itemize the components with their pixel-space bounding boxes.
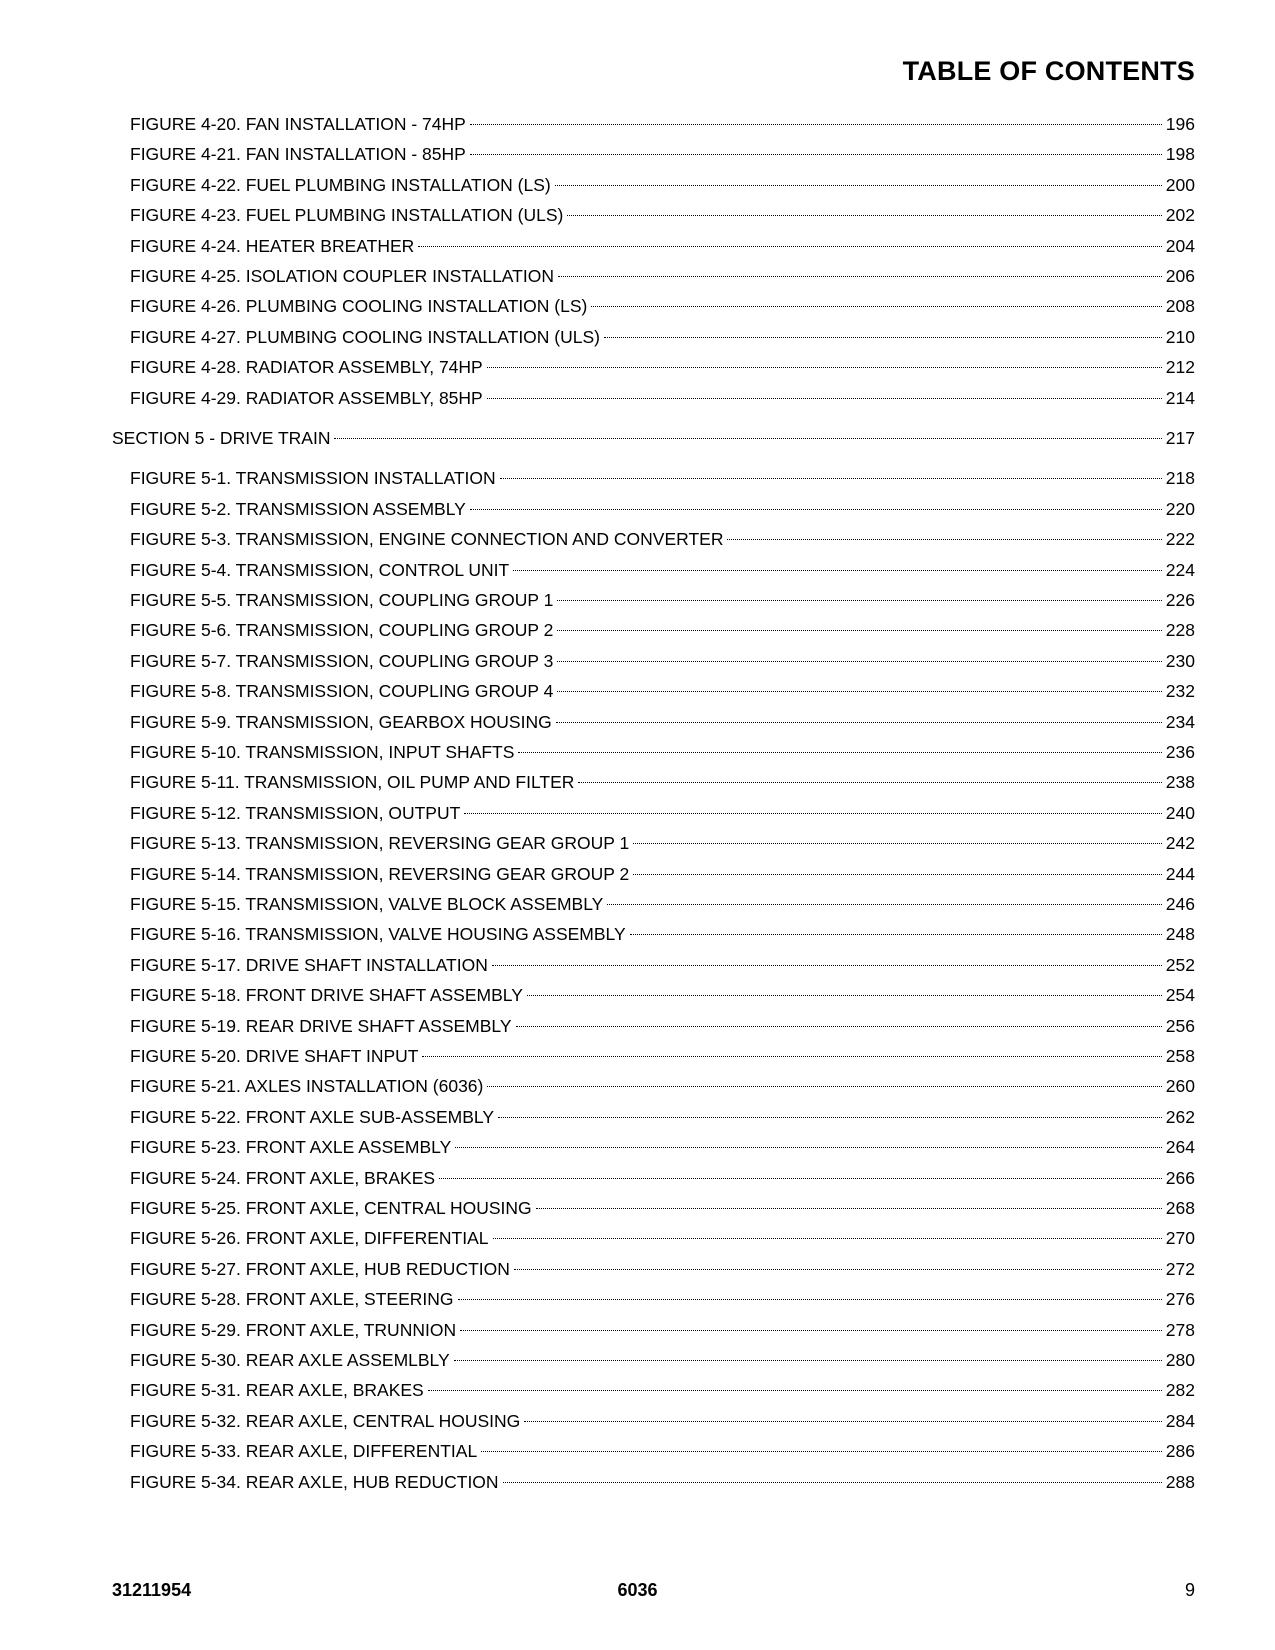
toc-entry-label: FIGURE 4-25. ISOLATION COUPLER INSTALLATION <box>130 266 554 286</box>
toc-entry-label: FIGURE 4-26. PLUMBING COOLING INSTALLATION (LS) <box>130 296 588 317</box>
toc-entry-label: FIGURE 5-27. FRONT AXLE, HUB REDUCTION <box>130 1258 510 1279</box>
toc-entry-label: FIGURE 5-18. FRONT DRIVE SHAFT ASSEMBLY <box>130 985 523 1006</box>
dot-leader <box>557 614 1161 636</box>
toc-entry-label: FIGURE 5-29. FRONT AXLE, TRUNNION <box>130 1319 457 1340</box>
toc-figure-entry[interactable] <box>130 888 1195 914</box>
toc-entry-page: 226 <box>1165 590 1195 610</box>
toc-entry-label: FIGURE 5-4. TRANSMISSION, CONTROL UNIT <box>130 559 510 580</box>
dot-leader <box>633 827 1162 849</box>
page-title: TABLE OF CONTENTS <box>902 56 1195 86</box>
toc-figure-entry[interactable] <box>130 1405 1195 1431</box>
dot-leader <box>503 1466 1162 1488</box>
toc-entry-page: 212 <box>1165 357 1195 378</box>
dot-leader <box>439 1162 1162 1184</box>
dot-leader <box>567 199 1161 221</box>
dot-leader <box>470 108 1162 130</box>
toc-figure-entry[interactable] <box>130 138 1195 165</box>
toc-entry-label: FIGURE 5-3. TRANSMISSION, ENGINE CONNECTION AND CONVERTER <box>130 529 724 550</box>
toc-entry-page: 238 <box>1165 772 1195 793</box>
toc-entry-label: FIGURE 4-29. RADIATOR ASSEMBLY, 85HP <box>130 387 483 408</box>
dot-leader <box>591 290 1161 312</box>
toc-figure-entry[interactable] <box>130 858 1195 884</box>
toc-entry-page: 288 <box>1165 1471 1195 1492</box>
dot-leader <box>527 979 1162 1001</box>
toc-entry-page: 270 <box>1165 1228 1195 1249</box>
dot-leader <box>557 584 1161 606</box>
toc-figure-entry[interactable] <box>130 554 1195 580</box>
footer-model: 6036 <box>617 1580 658 1600</box>
toc-figure-entry[interactable] <box>130 1253 1195 1279</box>
dot-leader <box>492 949 1162 971</box>
toc-entry-page: 272 <box>1165 1258 1195 1279</box>
toc-entry-label: FIGURE 5-22. FRONT AXLE SUB-ASSEMBLY <box>130 1106 495 1127</box>
toc-entry-label: FIGURE 5-1. TRANSMISSION INSTALLATION <box>130 468 496 489</box>
toc-figure-entry[interactable] <box>130 1101 1195 1127</box>
dot-leader <box>487 382 1162 404</box>
toc-figure-entry[interactable] <box>130 1131 1195 1158</box>
toc-figure-entry[interactable] <box>130 645 1195 671</box>
toc-entry-page: 258 <box>1165 1046 1195 1066</box>
dot-leader <box>578 766 1161 788</box>
toc-entry-label: FIGURE 5-17. DRIVE SHAFT INSTALLATION <box>130 954 488 975</box>
dot-leader <box>470 493 1162 515</box>
toc-entry-page: 268 <box>1165 1198 1195 1218</box>
dot-leader <box>470 138 1162 160</box>
dot-leader <box>418 230 1162 252</box>
toc-entry-label: FIGURE 5-33. REAR AXLE, DIFFERENTIAL <box>130 1441 478 1462</box>
toc-entry-label: FIGURE 4-23. FUEL PLUMBING INSTALLATION (ULS) <box>130 205 564 226</box>
dot-leader <box>524 1405 1162 1427</box>
toc-entry-page: 282 <box>1165 1380 1195 1401</box>
dot-leader <box>481 1435 1162 1457</box>
toc-figure-entry[interactable] <box>130 1466 1195 1492</box>
dot-leader <box>518 736 1161 758</box>
toc-entry-label: FIGURE 5-12. TRANSMISSION, OUTPUT <box>130 802 461 823</box>
toc-entry-label: FIGURE 5-32. REAR AXLE, CENTRAL HOUSING <box>130 1410 521 1431</box>
toc-entry-page: 218 <box>1165 468 1195 489</box>
toc-entry-page: 198 <box>1165 144 1195 165</box>
toc-figure-entry[interactable] <box>130 108 1195 134</box>
toc-figure-entry[interactable] <box>130 827 1195 854</box>
dot-leader <box>516 1010 1162 1032</box>
toc-figure-entry[interactable] <box>130 290 1195 317</box>
toc-entry-page: 246 <box>1165 894 1195 914</box>
toc-entry-label: FIGURE 5-24. FRONT AXLE, BRAKES <box>130 1167 436 1188</box>
toc-entry-page: 206 <box>1165 266 1195 286</box>
toc-entry-page: 240 <box>1165 802 1195 823</box>
toc-figure-entry[interactable] <box>130 1070 1195 1097</box>
toc-figure-entry[interactable] <box>130 1283 1195 1310</box>
toc-figure-entry[interactable] <box>130 1040 1195 1066</box>
toc-entry-label: FIGURE 5-16. TRANSMISSION, VALVE HOUSING ASSEMBLY <box>130 924 626 945</box>
dot-leader <box>460 1314 1162 1336</box>
toc-entry-page: 260 <box>1165 1076 1195 1097</box>
toc-entry-page: 220 <box>1165 498 1195 519</box>
toc-entry-page: 196 <box>1165 114 1195 134</box>
toc-figure-entry[interactable] <box>130 949 1195 975</box>
toc-figure-entry[interactable] <box>130 1162 1195 1188</box>
toc-entry-page: 204 <box>1165 235 1195 256</box>
dot-leader <box>556 706 1162 728</box>
toc-entry-label: FIGURE 5-10. TRANSMISSION, INPUT SHAFTS <box>130 742 515 762</box>
toc-entry-page: 284 <box>1165 1410 1195 1431</box>
toc-entry-page: 234 <box>1165 711 1195 732</box>
toc-entry-label: SECTION 5 - DRIVE TRAIN <box>112 428 331 448</box>
dot-leader <box>555 169 1162 191</box>
toc-figure-entry[interactable] <box>130 1344 1195 1370</box>
toc-entry-page: 242 <box>1165 833 1195 854</box>
dot-leader <box>607 888 1162 910</box>
toc-entry-label: FIGURE 5-15. TRANSMISSION, VALVE BLOCK ASSEMBLY <box>130 894 604 914</box>
footer-part-number: 31211954 <box>112 1580 192 1600</box>
toc-entry-label: FIGURE 5-30. REAR AXLE ASSEMLBLY <box>130 1350 450 1370</box>
toc-entry-label: FIGURE 4-28. RADIATOR ASSEMBLY, 74HP <box>130 357 483 378</box>
toc-figure-entry[interactable] <box>130 1192 1195 1218</box>
toc-entry-label: FIGURE 4-20. FAN INSTALLATION - 74HP <box>130 114 466 134</box>
toc-figure-entry[interactable] <box>130 462 1195 489</box>
toc-entry-label: FIGURE 5-19. REAR DRIVE SHAFT ASSEMBLY <box>130 1015 512 1036</box>
toc-entry-page: 278 <box>1165 1319 1195 1340</box>
toc-entry-label: FIGURE 5-28. FRONT AXLE, STEERING <box>130 1289 454 1310</box>
toc-figure-entry[interactable] <box>130 1374 1195 1401</box>
toc-entry-page: 222 <box>1165 529 1195 550</box>
toc-figure-entry[interactable] <box>130 706 1195 732</box>
dot-leader <box>454 1344 1162 1366</box>
toc-entry-page: 244 <box>1165 863 1195 884</box>
toc-entry-label: FIGURE 4-21. FAN INSTALLATION - 85HP <box>130 144 466 165</box>
dot-leader <box>500 462 1162 484</box>
toc-entry-label: FIGURE 5-11. TRANSMISSION, OIL PUMP AND FILTER <box>130 772 575 793</box>
toc-figure-entry[interactable] <box>130 382 1195 408</box>
toc-figure-entry[interactable] <box>130 979 1195 1006</box>
toc-entry-page: 202 <box>1165 205 1195 226</box>
toc-entry-label: FIGURE 5-6. TRANSMISSION, COUPLING GROUP 2 <box>130 620 554 641</box>
toc-figure-entry[interactable] <box>130 351 1195 378</box>
toc-figure-entry[interactable] <box>130 736 1195 762</box>
dot-leader <box>498 1101 1162 1123</box>
toc-figure-entry[interactable] <box>130 766 1195 793</box>
toc-entry-page: 266 <box>1165 1167 1195 1188</box>
toc-entry-label: FIGURE 5-2. TRANSMISSION ASSEMBLY <box>130 498 466 519</box>
toc-figure-entry[interactable] <box>130 918 1195 945</box>
toc-entry-label: FIGURE 5-31. REAR AXLE, BRAKES <box>130 1380 424 1401</box>
toc-figure-entry[interactable] <box>130 1010 1195 1036</box>
dot-leader <box>493 1222 1162 1244</box>
toc-figure-entry[interactable] <box>130 493 1195 519</box>
toc-figure-entry[interactable] <box>130 584 1195 610</box>
toc-entry-label: FIGURE 5-5. TRANSMISSION, COUPLING GROUP 1 <box>130 590 554 610</box>
toc-entry-page: 262 <box>1165 1106 1195 1127</box>
toc-figure-entry[interactable] <box>130 1435 1195 1462</box>
toc-entry-label: FIGURE 5-20. DRIVE SHAFT INPUT <box>130 1046 419 1066</box>
toc-entry-page: 214 <box>1165 387 1195 408</box>
toc-figure-entry[interactable] <box>130 614 1195 641</box>
toc-entry-page: 210 <box>1165 326 1195 347</box>
dot-leader <box>428 1374 1162 1396</box>
toc-figure-entry[interactable] <box>130 675 1195 702</box>
toc-entry-label: FIGURE 4-27. PLUMBING COOLING INSTALLATION (ULS) <box>130 326 600 347</box>
dot-leader <box>557 645 1161 667</box>
toc-figure-entry[interactable] <box>130 230 1195 256</box>
toc-figure-entry[interactable] <box>130 1314 1195 1340</box>
toc-entry-label: FIGURE 5-13. TRANSMISSION, REVERSING GEAR GROUP 1 <box>130 833 630 854</box>
toc-entry-page: 264 <box>1165 1137 1195 1158</box>
dot-leader <box>604 321 1162 343</box>
toc-entry-page: 280 <box>1165 1350 1195 1370</box>
dot-leader <box>536 1192 1162 1214</box>
dot-leader <box>455 1131 1162 1153</box>
toc-entry-page: 276 <box>1165 1289 1195 1310</box>
toc-entry-page: 232 <box>1165 681 1195 702</box>
toc-figure-entry[interactable] <box>130 260 1195 286</box>
toc-entry-label: FIGURE 4-24. HEATER BREATHER <box>130 235 415 256</box>
toc-entry-label: FIGURE 5-7. TRANSMISSION, COUPLING GROUP 3 <box>130 650 554 671</box>
dot-leader <box>487 1070 1161 1092</box>
dot-leader <box>727 523 1161 545</box>
toc-section-entry[interactable] <box>112 422 1195 448</box>
toc-entry-page: 256 <box>1165 1015 1195 1036</box>
footer-page-number: 9 <box>1184 1580 1195 1600</box>
dot-leader <box>487 351 1162 373</box>
toc-figure-entry[interactable] <box>130 199 1195 226</box>
toc-entry-label: FIGURE 5-14. TRANSMISSION, REVERSING GEAR GROUP 2 <box>130 863 630 884</box>
toc-entry-page: 286 <box>1165 1441 1195 1462</box>
dot-leader <box>464 797 1162 819</box>
dot-leader <box>630 918 1162 940</box>
dot-leader <box>513 554 1162 576</box>
dot-leader <box>633 858 1162 880</box>
toc-figure-entry[interactable] <box>130 169 1195 195</box>
dot-leader <box>558 260 1162 282</box>
toc-entry-page: 236 <box>1165 742 1195 762</box>
dot-leader <box>557 675 1161 697</box>
toc-entry-page: 200 <box>1165 174 1195 195</box>
toc-figure-entry[interactable] <box>130 321 1195 347</box>
toc-figure-entry[interactable] <box>130 1222 1195 1249</box>
toc-entry-page: 248 <box>1165 924 1195 945</box>
toc-figure-entry[interactable] <box>130 797 1195 823</box>
dot-leader <box>514 1253 1162 1275</box>
toc-entry-page: 224 <box>1165 559 1195 580</box>
dot-leader <box>458 1283 1162 1305</box>
dot-leader <box>334 422 1161 444</box>
toc-entry-label: FIGURE 5-23. FRONT AXLE ASSEMBLY <box>130 1137 452 1158</box>
toc-entry-label: FIGURE 5-9. TRANSMISSION, GEARBOX HOUSING <box>130 711 552 732</box>
dot-leader <box>422 1040 1161 1062</box>
toc-figure-entry[interactable] <box>130 523 1195 550</box>
toc-entry-page: 217 <box>1165 428 1195 448</box>
toc-entry-label: FIGURE 5-34. REAR AXLE, HUB REDUCTION <box>130 1471 499 1492</box>
toc-entry-page: 254 <box>1165 985 1195 1006</box>
toc-entry-label: FIGURE 5-8. TRANSMISSION, COUPLING GROUP 4 <box>130 681 554 702</box>
toc-entry-page: 252 <box>1165 954 1195 975</box>
toc-entry-page: 208 <box>1165 296 1195 317</box>
toc-entry-label: FIGURE 5-21. AXLES INSTALLATION (6036) <box>130 1076 484 1097</box>
toc-entry-page: 228 <box>1165 620 1195 641</box>
toc-entry-page: 230 <box>1165 650 1195 671</box>
toc-entry-label: FIGURE 4-22. FUEL PLUMBING INSTALLATION (LS) <box>130 174 551 195</box>
toc-entry-label: FIGURE 5-25. FRONT AXLE, CENTRAL HOUSING <box>130 1198 532 1218</box>
toc-entry-label: FIGURE 5-26. FRONT AXLE, DIFFERENTIAL <box>130 1228 489 1249</box>
